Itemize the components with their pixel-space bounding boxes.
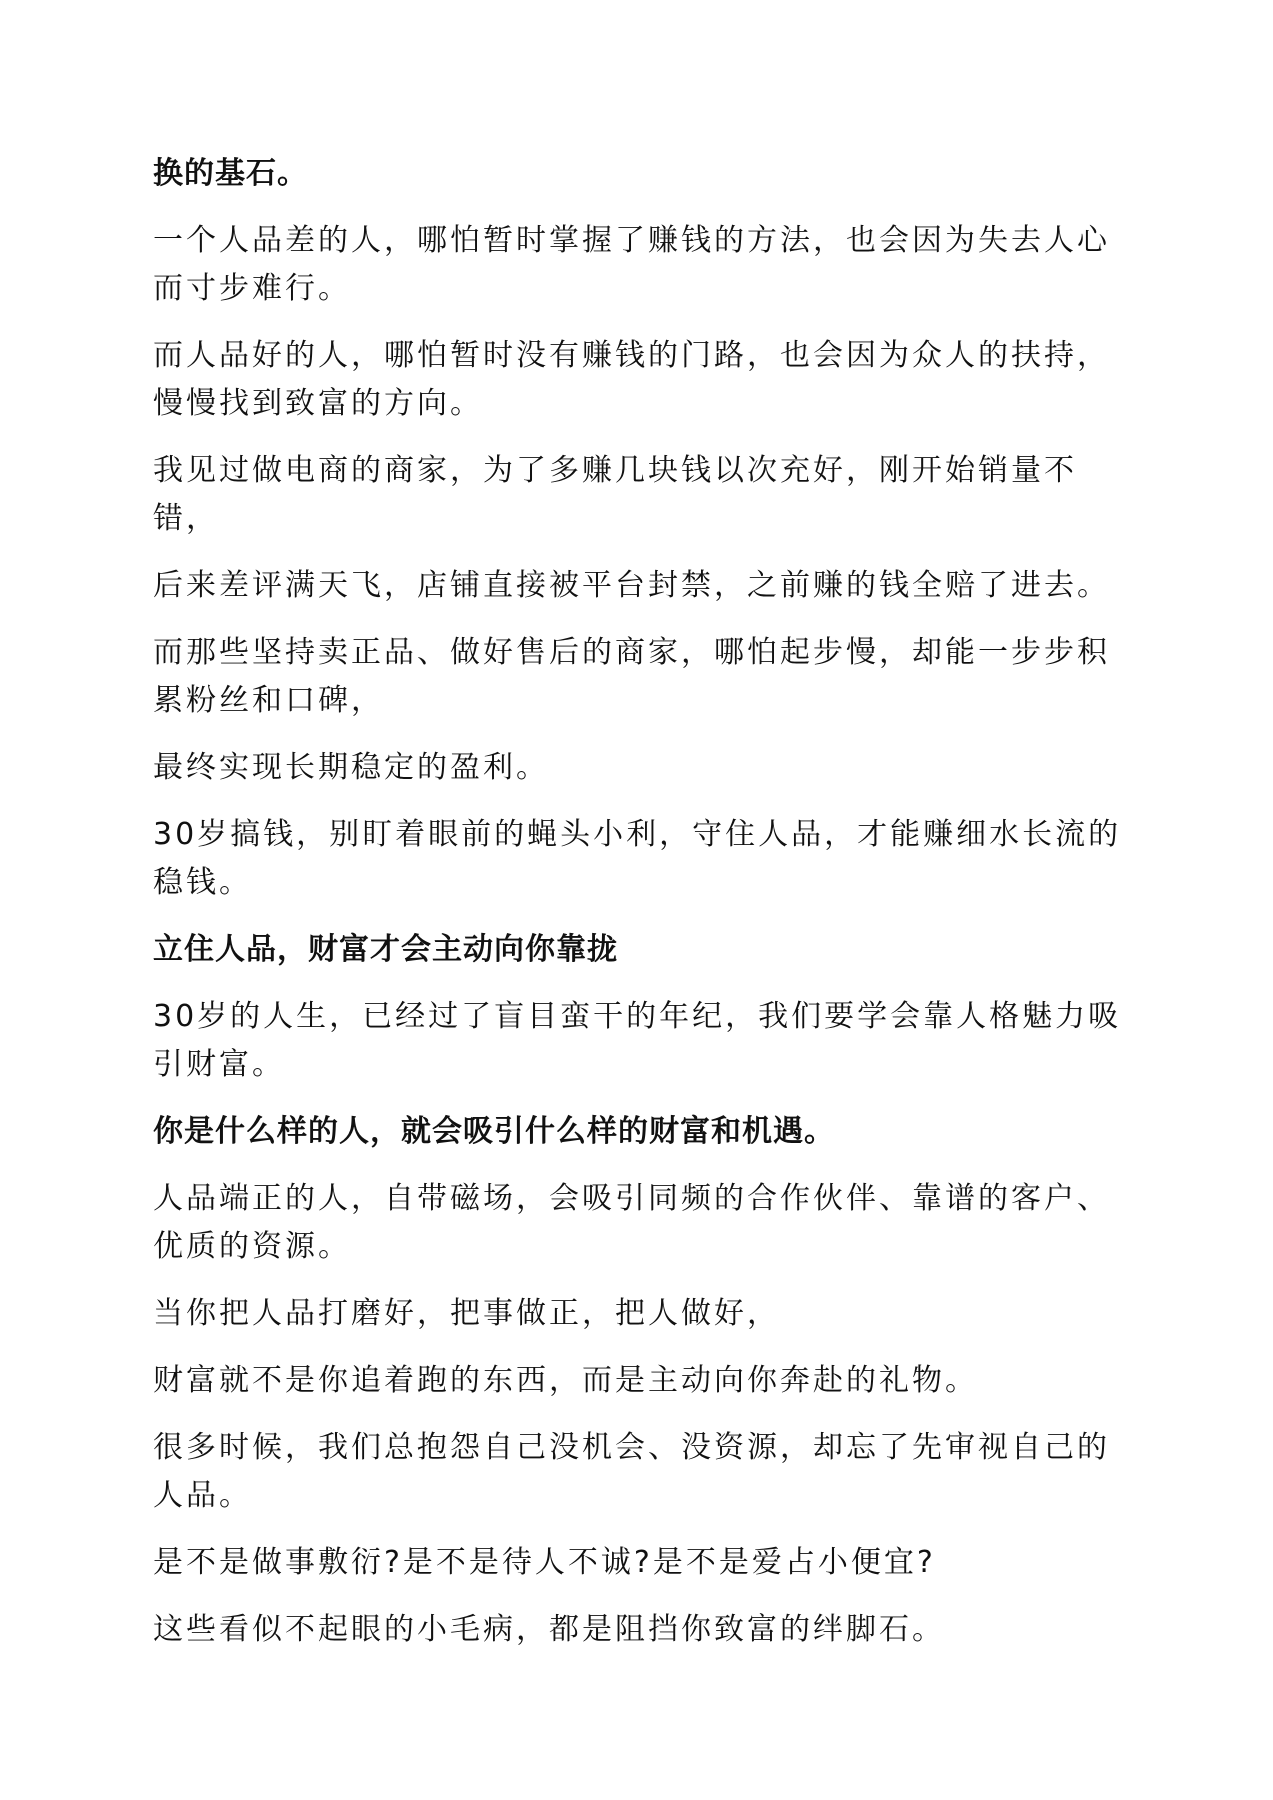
- paragraph: 30岁搞钱，别盯着眼前的蝇头小利，守住人品，才能赚细水长流的稳钱。: [153, 817, 1122, 900]
- paragraph: 是不是做事敷衍?是不是待人不诚?是不是爱占小便宜?: [153, 1545, 936, 1580]
- article-body: [153, 150, 1128, 1673]
- paragraph: 很多时候，我们总抱怨自己没机会、没资源，却忘了先审视自己的人品。: [153, 1430, 1110, 1513]
- paragraph: 这些看似不起眼的小毛病，都是阻挡你致富的绊脚石。: [153, 1612, 945, 1647]
- paragraph: 而人品好的人，哪怕暂时没有赚钱的门路，也会因为众人的扶持，慢慢找到致富的方向。: [153, 338, 1110, 421]
- emphasis-paragraph: 你是什么样的人，就会吸引什么样的财富和机遇。: [153, 1114, 835, 1149]
- paragraph: 最终实现长期稳定的盈利。: [153, 750, 549, 785]
- paragraph: 30岁的人生，已经过了盲目蛮干的年纪，我们要学会靠人格魅力吸引财富。: [153, 999, 1122, 1082]
- paragraph: 当你把人品打磨好，把事做正，把人做好，: [153, 1296, 780, 1331]
- section-heading: 立住人品，财富才会主动向你靠拢: [153, 932, 618, 967]
- paragraph: 后来差评满天飞，店铺直接被平台封禁，之前赚的钱全赔了进去。: [153, 568, 1110, 603]
- paragraph: 一个人品差的人，哪怕暂时掌握了赚钱的方法，也会因为失去人心而寸步难行。: [153, 223, 1110, 306]
- paragraph: 换的基石。: [153, 156, 308, 191]
- paragraph: 而那些坚持卖正品、做好售后的商家，哪怕起步慢，却能一步步积累粉丝和口碑，: [153, 635, 1110, 718]
- paragraph: 人品端正的人，自带磁场，会吸引同频的合作伙伴、靠谱的客户、优质的资源。: [153, 1181, 1110, 1264]
- paragraph: 财富就不是你追着跑的东西，而是主动向你奔赴的礼物。: [153, 1363, 978, 1398]
- paragraph: 我见过做电商的商家，为了多赚几块钱以次充好，刚开始销量不错，: [153, 453, 1077, 536]
